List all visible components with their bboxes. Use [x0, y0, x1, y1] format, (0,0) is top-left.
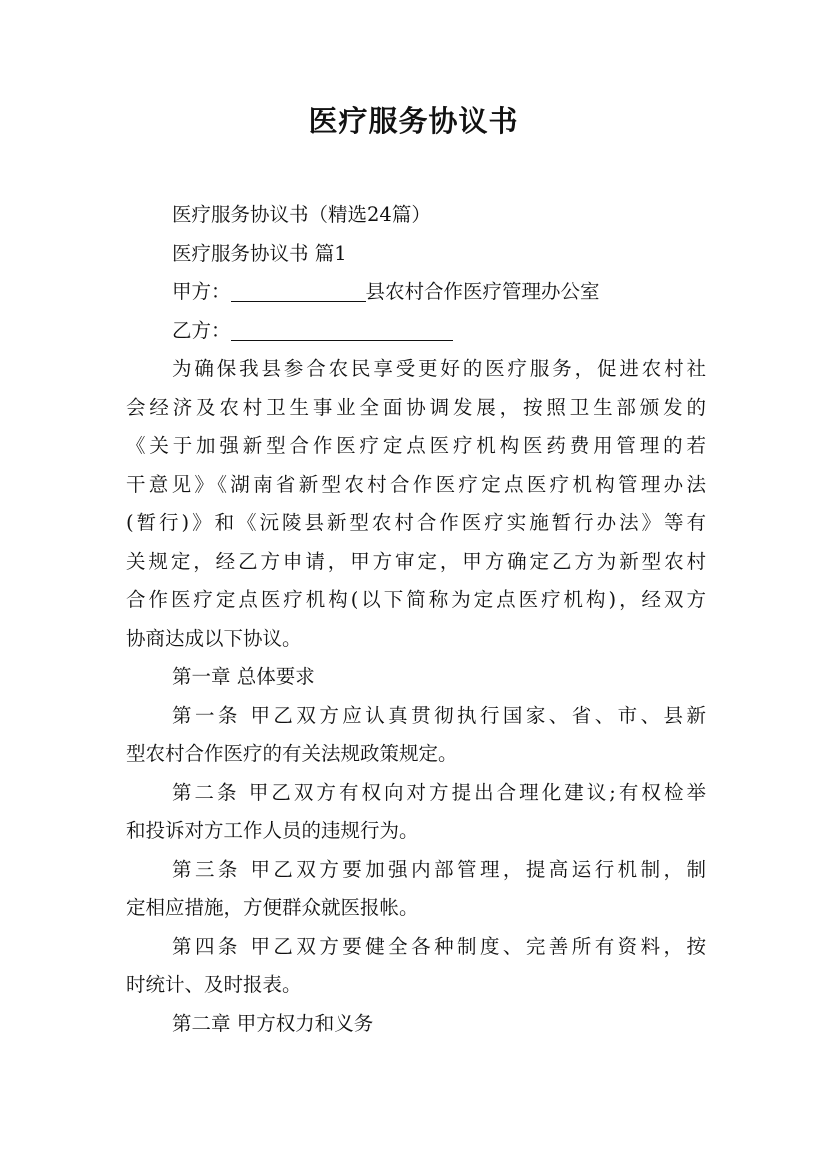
party-a-blank: [231, 279, 366, 302]
article-1-line-1: 第一条 甲乙双方应认真贯彻执行国家、省、市、县新: [172, 704, 706, 727]
intro-line-8: 协商达成以下协议。: [126, 627, 302, 650]
intro-line-4: 干意见》《湖南省新型农村合作医疗定点医疗机构管理办法: [126, 473, 706, 496]
chapter-1-heading: 第一章 总体要求: [172, 665, 315, 688]
party-a-suffix: 县农村合作医疗管理办公室: [365, 280, 600, 303]
intro-line-2: 会经济及农村卫生事业全面协调发展，按照卫生部颁发的: [126, 396, 706, 419]
article-1-line-2: 型农村合作医疗的有关法规政策规定。: [126, 742, 458, 765]
intro-line-6: 关规定，经乙方申请，甲方审定，甲方确定乙方为新型农村: [126, 550, 706, 573]
article-2-line-2: 和投诉对方工作人员的违规行为。: [126, 819, 419, 842]
intro-line-5: (暂行)》和《沅陵县新型农村合作医疗实施暂行办法》等有: [126, 511, 706, 534]
intro-line-3: 《关于加强新型合作医疗定点医疗机构医药费用管理的若: [126, 434, 706, 457]
article-2-line-1: 第二条 甲乙双方有权向对方提出合理化建议;有权检举: [172, 781, 706, 804]
document-title: 医疗服务协议书: [308, 104, 519, 138]
article-3-line-1: 第三条 甲乙双方要加强内部管理，提高运行机制，制: [172, 858, 706, 881]
intro-line-7: 合作医疗定点医疗机构(以下简称为定点医疗机构)，经双方: [126, 588, 706, 611]
party-a-line: [172, 272, 752, 312]
section-heading: 医疗服务协议书 篇1: [172, 242, 347, 265]
chapter-2-heading: 第二章 甲方权力和义务: [172, 1012, 374, 1035]
party-b-blank: [231, 318, 453, 341]
party-b-label: 乙方：: [172, 319, 231, 342]
document-subtitle: 医疗服务协议书（精选24篇）: [172, 203, 431, 226]
article-4-line-2: 时统计、及时报表。: [126, 973, 302, 996]
article-3-line-2: 定相应措施，方便群众就医报帐。: [126, 896, 419, 919]
intro-line-1: 为确保我县参合农民享受更好的医疗服务，促进农村社: [172, 357, 706, 380]
party-a-label: 甲方：: [172, 280, 231, 303]
party-b-line: [172, 311, 752, 351]
article-4-line-1: 第四条 甲乙双方要健全各种制度、完善所有资料，按: [172, 935, 706, 958]
